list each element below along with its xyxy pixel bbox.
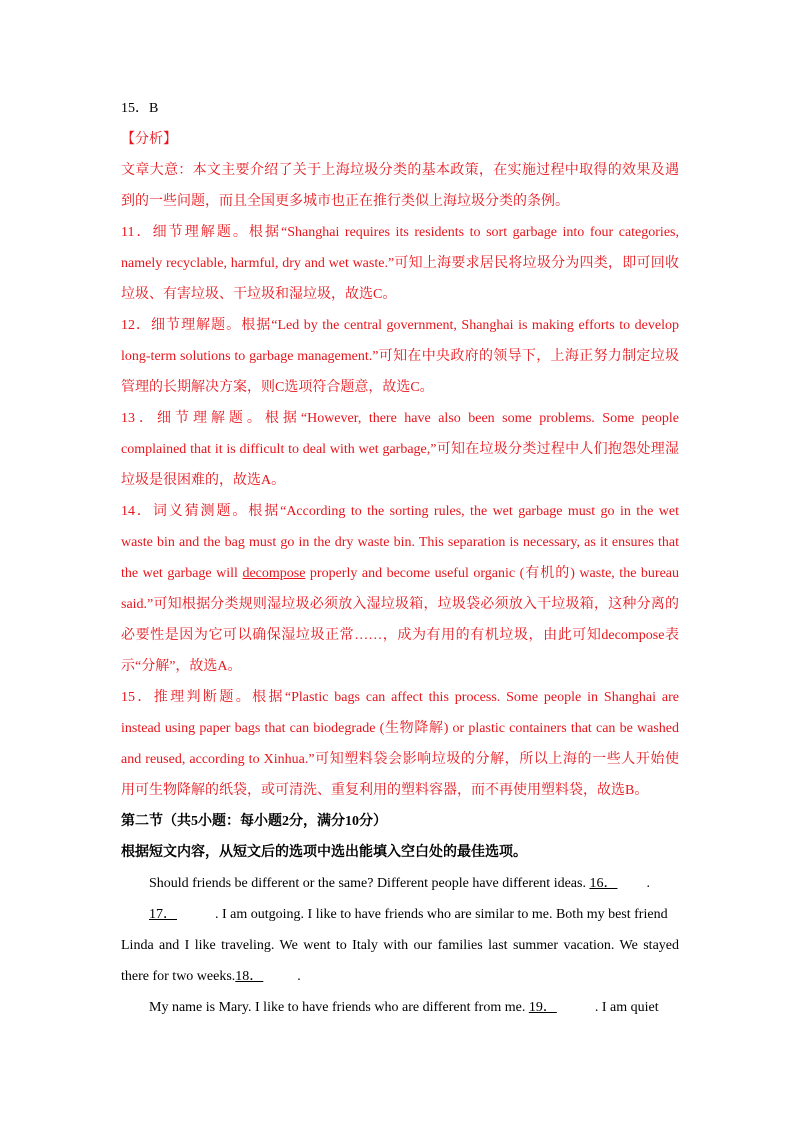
q15-line: and reused, according to Xinhua.”可知塑料袋会影响垃圾的分解，所以上海的一些人开始使: [121, 752, 679, 767]
passage-line: [121, 992, 679, 1023]
passage-line: Linda and I like traveling. We went to Italy with our families last summer vacation. We stayed: [121, 938, 679, 953]
passage-text: . I am outgoing. I like to have friends who are similar to me. Both my best friend: [215, 907, 668, 922]
q13-line: 13．细节理解题。根据“However, there have also been some problems. Some people: [121, 411, 679, 426]
passage-line: [121, 899, 679, 930]
q12-line: 管理的长期解决方案，则C选项符合题意，故选C。: [121, 380, 434, 395]
q13-line: complained that it is difficult to deal with wet garbage,”可知在垃圾分类过程中人们抱怨处理湿: [121, 442, 679, 457]
q14-text: the wet garbage will: [121, 566, 243, 581]
q12-line: 12．细节理解题。根据“Led by the central government, Shanghai is making efforts to develop: [121, 318, 679, 333]
passage-text: there for two weeks.: [121, 969, 236, 984]
passage-line: [121, 868, 679, 899]
q15-line: 15．推理判断题。根据“Plastic bags can affect this process. Some people in Shanghai are: [121, 690, 679, 705]
passage-line: [121, 961, 679, 992]
document-content: [121, 93, 679, 1023]
q11-line: 垃圾、有害垃圾、干垃圾和湿垃圾，故选C。: [121, 287, 397, 302]
summary-line: 文章大意：本文主要介绍了关于上海垃圾分类的基本政策，在实施过程中取得的效果及遇: [121, 163, 679, 178]
passage-text: Should friends be different or the same? Different people have different ideas.: [149, 876, 586, 891]
q13-line: 垃圾是很困难的，故选A。: [121, 473, 286, 488]
q14-line: said.”可知根据分类规则湿垃圾必须放入湿垃圾箱，垃圾袋必须放入干垃圾箱，这种分离的: [121, 597, 679, 612]
passage-text: .: [297, 969, 301, 984]
underlined-word: decompose: [242, 566, 306, 581]
q11-line: namely recyclable, harmful, dry and wet waste.”可知上海要求居民将垃圾分为四类，即可回收: [121, 256, 679, 271]
analysis-heading: 【分析】: [121, 132, 177, 147]
q14-line: 必要性是因为它可以确保湿垃圾正常……，成为有用的有机垃圾，由此可知decompose表: [121, 628, 679, 643]
passage-text: .: [646, 876, 650, 891]
q15-line: instead using paper bags that can biodegrade (生物降解) or plastic containers that can be washed: [121, 721, 679, 736]
q11-line: 11．细节理解题。根据“Shanghai requires its residents to sort garbage into four categories,: [121, 225, 679, 240]
passage-text: My name is Mary. I like to have friends who are different from me.: [149, 1000, 526, 1015]
q14-line: [121, 558, 679, 589]
section-heading: 第二节（共5小题：每小题2分，满分10分）: [121, 814, 387, 829]
q14-line: waste bin and the bag must go in the dry waste bin. This separation is necessary, as it ensures that: [121, 535, 679, 550]
blank-16[interactable]: 16．: [589, 876, 618, 891]
q15-line: 用可生物降解的纸袋，或可清洗、重复利用的塑料容器，而不再使用塑料袋，故选B。: [121, 783, 649, 798]
instructions: 根据短文内容，从短文后的选项中选出能填入空白处的最佳选项。: [121, 845, 527, 860]
q14-text: properly and become useful organic (有机的) waste, the bureau: [305, 566, 679, 581]
blank-19[interactable]: 19．: [528, 1000, 557, 1015]
blank-17[interactable]: 17．: [149, 907, 177, 922]
answer-line: 15．B: [121, 101, 159, 116]
q12-line: long-term solutions to garbage management.”可知在中央政府的领导下，上海正努力制定垃圾: [121, 349, 679, 364]
summary-line: 到的一些问题，而且全国更多城市也正在推行类似上海垃圾分类的条例。: [121, 194, 569, 209]
q14-line: 示“分解”，故选A。: [121, 659, 242, 674]
q14-line: 14．词义猜测题。根据“According to the sorting rules, the wet garbage must go in the wet: [121, 504, 679, 519]
passage-text: . I am quiet: [594, 1000, 659, 1015]
blank-18[interactable]: 18．: [235, 969, 264, 984]
